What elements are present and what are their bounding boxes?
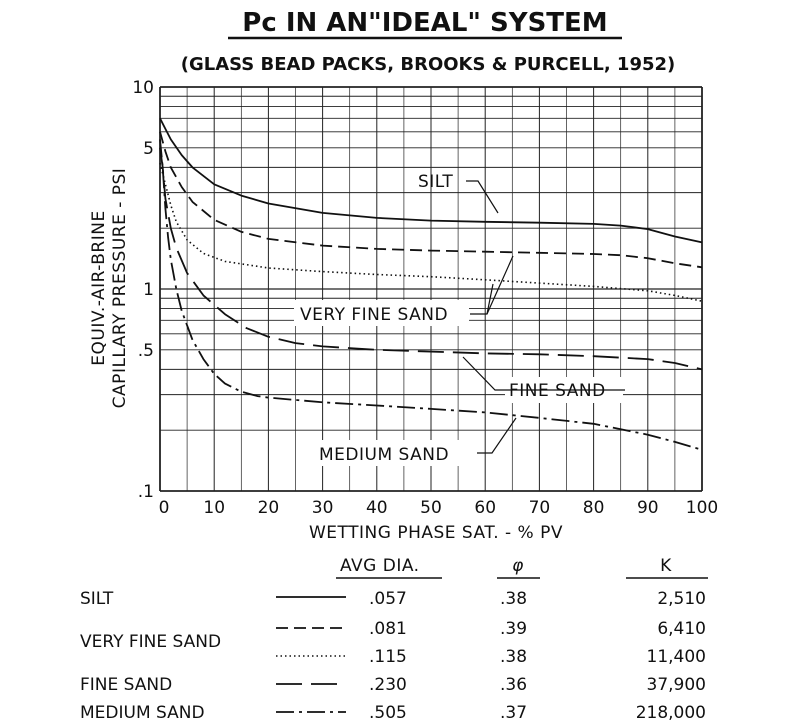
label-fine-sand: FINE SAND bbox=[509, 381, 606, 401]
y-tick-label: .1 bbox=[137, 482, 154, 502]
x-tick-label: 10 bbox=[203, 498, 226, 518]
x-tick-label: 80 bbox=[582, 498, 605, 518]
table-row-name: SILT bbox=[80, 589, 114, 609]
x-tick-label: 40 bbox=[365, 498, 388, 518]
x-tick-label: 70 bbox=[528, 498, 551, 518]
table-row-phi: .36 bbox=[500, 675, 528, 695]
x-tick-label: 100 bbox=[685, 498, 719, 518]
leader-silt bbox=[466, 181, 498, 213]
table-row-avg-dia: .505 bbox=[369, 703, 407, 722]
y-axis-label-line1: EQUIV.-AIR-BRINE bbox=[89, 210, 109, 366]
table-header-k: K bbox=[660, 556, 672, 576]
table-row-phi: .37 bbox=[500, 703, 528, 722]
x-tick-label: 0 bbox=[158, 498, 170, 518]
leader-vfs-dashed bbox=[470, 256, 513, 314]
x-tick-label: 30 bbox=[311, 498, 334, 518]
chart-subtitle: (GLASS BEAD PACKS, BROOKS & PURCELL, 1952) bbox=[180, 54, 676, 75]
table-row-avg-dia: .081 bbox=[369, 619, 407, 639]
y-tick-label: 10 bbox=[132, 78, 154, 98]
label-very-fine-sand: VERY FINE SAND bbox=[300, 305, 449, 325]
table-row-k: 2,510 bbox=[657, 589, 706, 609]
x-axis-label: WETTING PHASE SAT. - % PV bbox=[309, 523, 563, 543]
table-row-avg-dia: .057 bbox=[369, 589, 407, 609]
x-tick-label: 20 bbox=[257, 498, 280, 518]
table-header-phi: φ bbox=[512, 556, 524, 576]
label-silt: SILT bbox=[418, 172, 454, 192]
chart-title: Pc IN AN"IDEAL" SYSTEM bbox=[242, 8, 608, 38]
table-row-name: VERY FINE SAND bbox=[80, 632, 222, 652]
x-tick-label: 50 bbox=[420, 498, 442, 518]
legend-table bbox=[80, 556, 708, 722]
table-row-phi: .38 bbox=[500, 647, 528, 667]
x-tick-label: 60 bbox=[474, 498, 497, 518]
table-row-name: FINE SAND bbox=[80, 675, 173, 695]
table-row-k: 11,400 bbox=[646, 647, 706, 667]
y-tick-label: .5 bbox=[137, 340, 154, 361]
table-row-k: 6,410 bbox=[657, 619, 706, 639]
table-row-phi: .38 bbox=[500, 589, 528, 609]
table-row-phi: .39 bbox=[500, 619, 528, 639]
label-medium-sand: MEDIUM SAND bbox=[319, 445, 450, 465]
table-row-k: 218,000 bbox=[635, 703, 706, 722]
table-row-k: 37,900 bbox=[646, 675, 706, 695]
table-row-avg-dia: .115 bbox=[369, 647, 407, 667]
table-header-avg-dia: AVG DIA. bbox=[340, 556, 420, 576]
y-tick-label: 1 bbox=[143, 280, 154, 300]
table-row-avg-dia: .230 bbox=[369, 675, 407, 695]
leader-medium bbox=[477, 418, 516, 453]
y-axis-label-line2: CAPILLARY PRESSURE - PSI bbox=[110, 167, 130, 409]
y-tick-label: 5 bbox=[143, 138, 154, 159]
table-row-name: MEDIUM SAND bbox=[80, 703, 205, 722]
x-tick-label: 90 bbox=[636, 498, 659, 518]
